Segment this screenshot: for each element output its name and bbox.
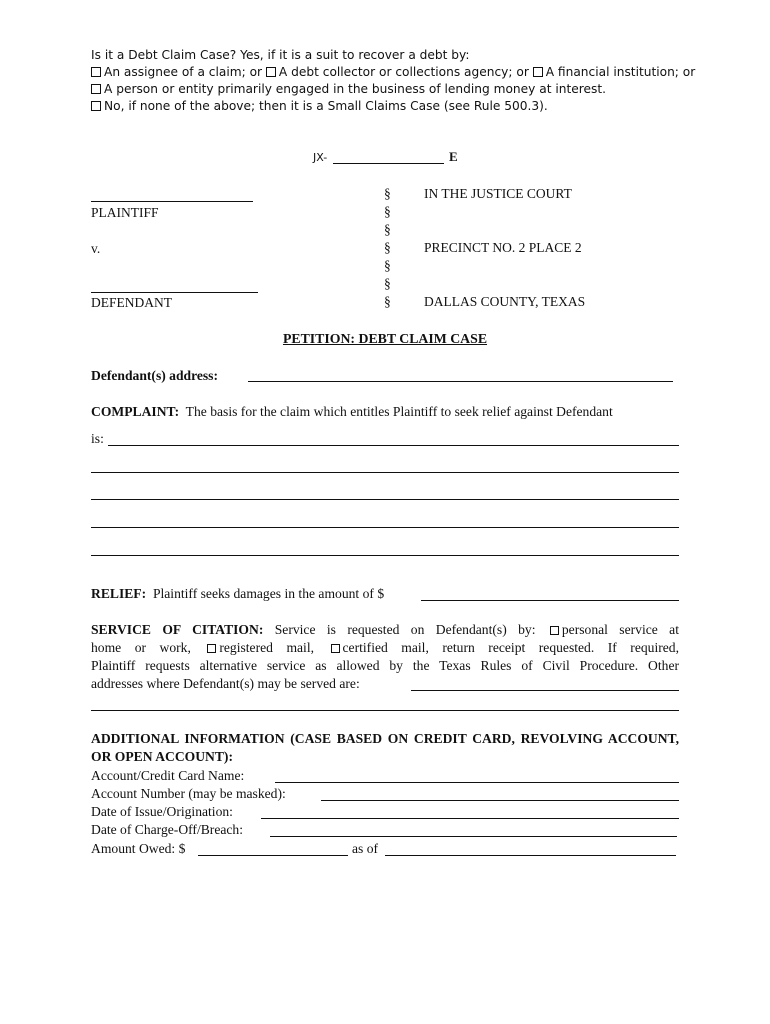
complaint-text-cont: is: <box>91 431 104 446</box>
section-symbol: § <box>384 258 391 273</box>
debt-claim-question: Is it a Debt Claim Case? Yes, if it is a suit to recover a debt by: <box>91 48 470 62</box>
notice-line-3 <box>91 98 548 115</box>
county: DALLAS COUNTY, TEXAS <box>424 294 586 309</box>
notice-line-1 <box>91 64 695 81</box>
personal-service-option: personal service at <box>561 622 679 637</box>
complaint-field-line[interactable] <box>91 499 679 500</box>
account-number-label: Account Number (may be masked): <box>91 786 286 801</box>
lender-checkbox[interactable] <box>91 84 101 94</box>
section-symbol: § <box>384 204 391 219</box>
defendant-name-field[interactable] <box>91 292 258 293</box>
service-text: Service is requested on Defendant(s) by: <box>274 622 536 637</box>
as-of-date-field[interactable] <box>385 855 676 856</box>
service-line-4: addresses where Defendant(s) may be served are: <box>91 676 360 691</box>
personal-service-checkbox[interactable] <box>550 626 559 635</box>
section-symbol: § <box>384 186 391 201</box>
case-number-field[interactable] <box>333 163 444 164</box>
relief-text: Plaintiff seeks damages in the amount of $ <box>152 586 385 601</box>
section-symbol: § <box>384 222 391 237</box>
defendant-address-label: Defendant(s) address: <box>91 368 219 383</box>
page-title: PETITION: DEBT CLAIM CASE <box>282 331 488 346</box>
complaint-field-line[interactable] <box>91 527 679 528</box>
section-symbol: § <box>384 276 391 291</box>
service-line-3: Plaintiff requests alternative service as allowed by the Texas Rules of Civil Procedure. Other <box>91 658 679 673</box>
option-lender: A person or entity primarily engaged in the business of lending money at interest. <box>104 82 606 96</box>
option-small-claims: No, if none of the above; then it is a Small Claims Case (see Rule 500.3). <box>104 99 548 113</box>
home-or-work: home or work, <box>91 640 191 655</box>
amount-owed-field[interactable] <box>198 855 348 856</box>
section-symbol: § <box>384 240 391 255</box>
debt-collector-checkbox[interactable] <box>266 67 276 77</box>
section-symbol: § <box>384 294 391 309</box>
account-name-field[interactable] <box>275 782 679 783</box>
complaint-field-line[interactable] <box>108 445 679 446</box>
service-line-1 <box>91 622 679 638</box>
complaint-text: The basis for the claim which entitles Plaintiff to seek relief against Defendant <box>185 404 613 419</box>
account-number-field[interactable] <box>321 800 679 801</box>
defendant-address-field[interactable] <box>248 381 673 382</box>
relief-label: RELIEF: <box>91 586 147 601</box>
relief-line <box>91 586 384 602</box>
option-debt-collector: A debt collector or collections agency; or <box>278 65 529 79</box>
financial-institution-checkbox[interactable] <box>533 67 543 77</box>
complaint-field-line[interactable] <box>91 555 679 556</box>
service-line-2 <box>91 640 679 656</box>
amount-owed-label: Amount Owed: $ <box>91 841 186 856</box>
complaint-field-line[interactable] <box>91 472 679 473</box>
case-number-suffix: E <box>449 149 458 164</box>
date-chargeoff-field[interactable] <box>270 836 677 837</box>
complaint-label: COMPLAINT: <box>91 404 180 419</box>
small-claims-checkbox[interactable] <box>91 101 101 111</box>
additional-heading-2: OR OPEN ACCOUNT): <box>91 749 233 764</box>
date-issue-field[interactable] <box>261 818 679 819</box>
plaintiff-label: PLAINTIFF <box>91 205 159 220</box>
defendant-label: DEFENDANT <box>91 295 172 310</box>
other-addresses-field-2[interactable] <box>91 710 679 711</box>
service-label: SERVICE OF CITATION: <box>91 622 264 637</box>
as-of-label: as of <box>352 841 379 856</box>
date-issue-label: Date of Issue/Origination: <box>91 804 233 819</box>
registered-mail-checkbox[interactable] <box>207 644 216 653</box>
other-addresses-field[interactable] <box>411 690 679 691</box>
relief-amount-field[interactable] <box>421 600 679 601</box>
plaintiff-name-field[interactable] <box>91 201 253 202</box>
registered-mail-option: registered mail, <box>219 640 315 655</box>
certified-mail-option: certified mail, return receipt requested. If required, <box>342 640 679 655</box>
notice-line-2 <box>91 81 606 98</box>
additional-heading-1: ADDITIONAL INFORMATION (CASE BASED ON CREDIT CARD, REVOLVING ACCOUNT, <box>91 731 679 746</box>
versus-label: v. <box>91 241 101 256</box>
court-name: IN THE JUSTICE COURT <box>424 186 572 201</box>
complaint-line <box>91 404 613 420</box>
certified-mail-checkbox[interactable] <box>331 644 340 653</box>
precinct: PRECINCT NO. 2 PLACE 2 <box>424 240 582 255</box>
case-number-prefix: JX- <box>313 151 328 164</box>
option-assignee: An assignee of a claim; or <box>104 65 263 79</box>
option-financial-institution: A financial institution; or <box>545 65 696 79</box>
account-name-label: Account/Credit Card Name: <box>91 768 245 783</box>
date-chargeoff-label: Date of Charge-Off/Breach: <box>91 822 243 837</box>
assignee-checkbox[interactable] <box>91 67 101 77</box>
